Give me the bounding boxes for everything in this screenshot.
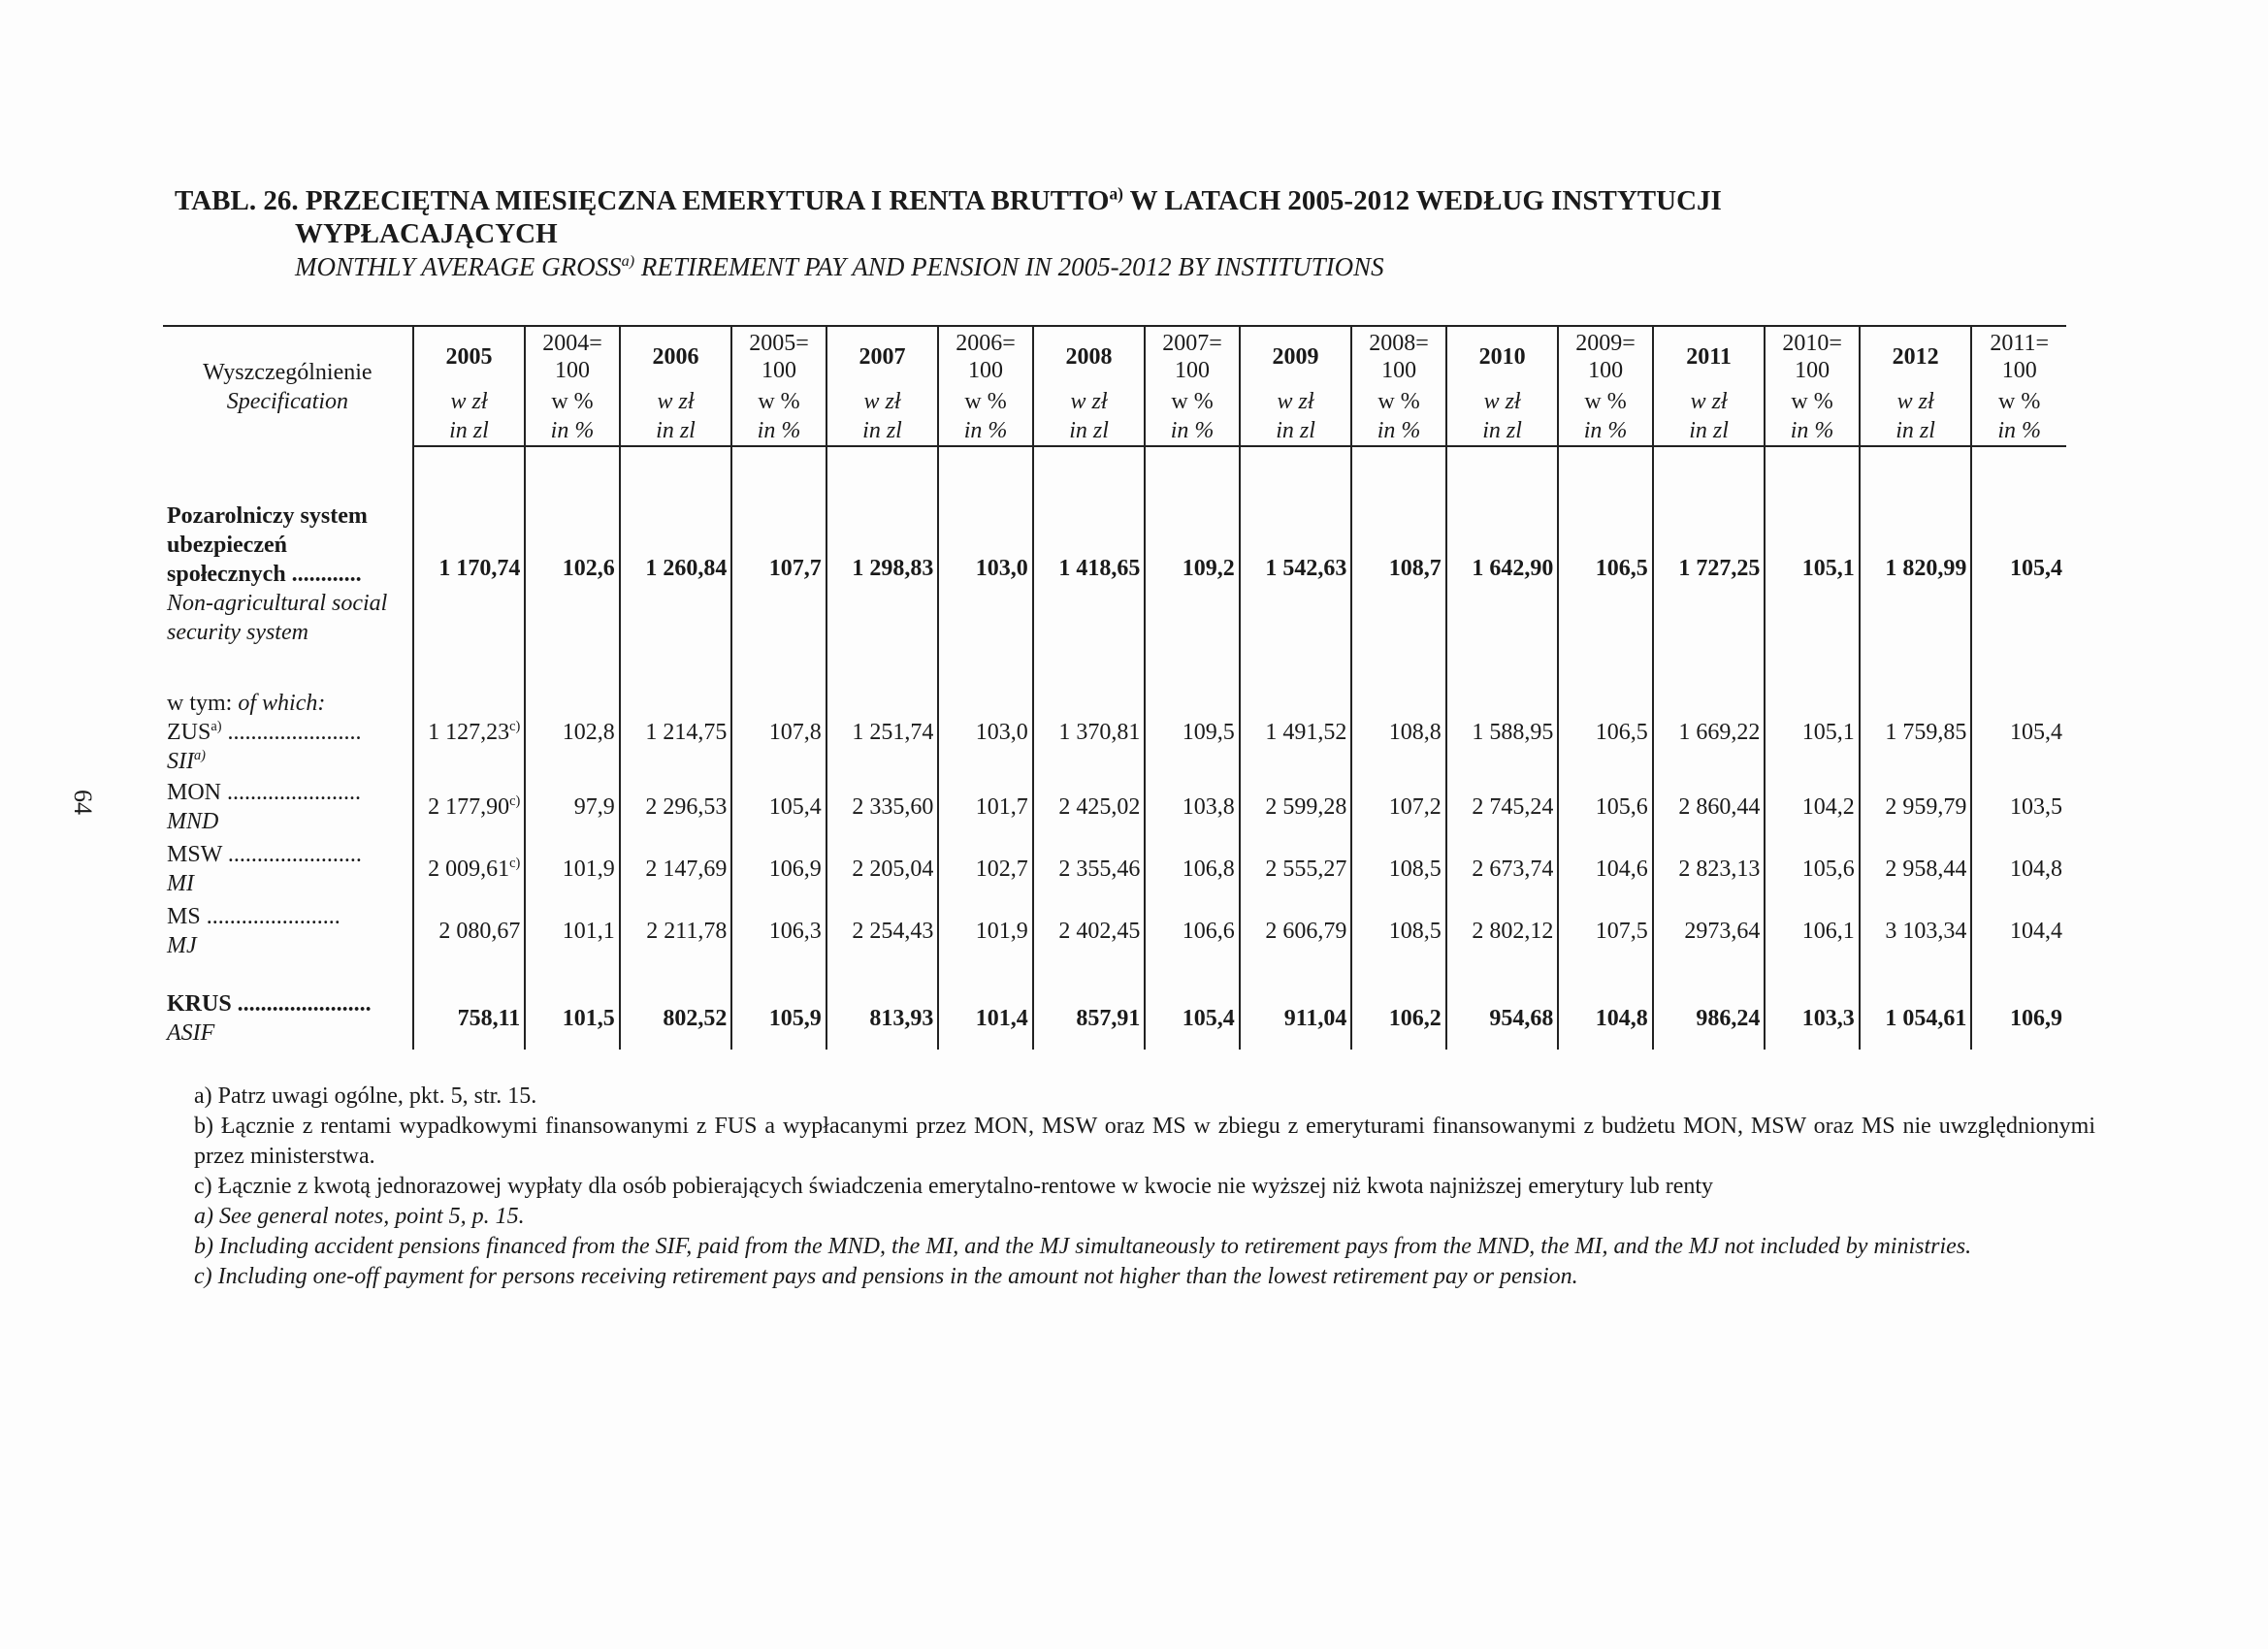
value-zl: 1 260,84 bbox=[620, 446, 732, 689]
year-header: 2008 bbox=[1033, 326, 1146, 386]
table-row bbox=[163, 987, 2066, 1050]
table-row bbox=[163, 838, 2066, 900]
value-zl: 2 355,46 bbox=[1033, 838, 1146, 900]
value-zl: 1 759,85 bbox=[1860, 689, 1972, 776]
row-label-en: ASIF bbox=[167, 1020, 215, 1046]
value-pct: 103,0 bbox=[938, 689, 1032, 776]
value-zl: 1 127,23$^{c)}$ bbox=[413, 689, 526, 776]
value-zl: 857,91 bbox=[1033, 987, 1146, 1050]
value-zl: 1 491,52 bbox=[1240, 689, 1352, 776]
unit-zl-header: w zł in zl bbox=[826, 386, 939, 446]
unit-pct-header: w % in % bbox=[1765, 386, 1859, 446]
value-pct: 106,6 bbox=[1145, 900, 1239, 962]
value-zl: 954,68 bbox=[1446, 987, 1559, 1050]
index-base-header: 2007= 100 bbox=[1145, 326, 1239, 386]
value-pct: 108,5 bbox=[1351, 900, 1445, 962]
value-pct: 107,5 bbox=[1558, 900, 1652, 962]
row-label-code: KRUS ....................... bbox=[167, 991, 372, 1017]
value-zl: 2 296,53 bbox=[620, 776, 732, 838]
spacer-cell bbox=[1860, 962, 1972, 987]
note-b-pl: b) Łącznie z rentami wypadkowymi finansowanymi z FUS a wypłacanymi przez MON, MSW oraz MS w zbiegu z emeryturami finansowanymi z budżetu MON, MSW oraz MS nie uwzględnionymi przez ministerstwa. bbox=[194, 1114, 2095, 1169]
unit-pct-header: w % in % bbox=[1145, 386, 1239, 446]
note-c-en: c) Including one-off payment for persons receiving retirement pays and pensions in the amount not higher than the lowest retirement pay or pension. bbox=[194, 1264, 1578, 1289]
value-pct: 107,8 bbox=[731, 689, 826, 776]
year-header: 2007 bbox=[826, 326, 939, 386]
spacer-cell bbox=[1033, 962, 1146, 987]
year-header: 2012 bbox=[1860, 326, 1972, 386]
unit-pct-header: w % in % bbox=[1971, 386, 2066, 446]
row-label-code: MS ....................... bbox=[167, 904, 340, 929]
unit-pct-header: w % in % bbox=[1558, 386, 1652, 446]
year-header: 2005 bbox=[413, 326, 526, 386]
year-header: 2011 bbox=[1653, 326, 1766, 386]
value-zl: 2 205,04 bbox=[826, 838, 939, 900]
index-base-header: 2010= 100 bbox=[1765, 326, 1859, 386]
value-zl: 2 823,13 bbox=[1653, 838, 1766, 900]
value-zl: 1 820,99 bbox=[1860, 446, 1972, 689]
value-zl: 1 170,74 bbox=[413, 446, 526, 689]
unit-pct-header: w % in % bbox=[525, 386, 619, 446]
value-zl: 813,93 bbox=[826, 987, 939, 1050]
value-pct: 102,6 bbox=[525, 446, 619, 689]
value-pct: 101,5 bbox=[525, 987, 619, 1050]
unit-zl-header: w zł in zl bbox=[1860, 386, 1972, 446]
value-zl: 2 080,67 bbox=[413, 900, 526, 962]
year-header: 2006 bbox=[620, 326, 732, 386]
value-zl: 2 555,27 bbox=[1240, 838, 1352, 900]
unit-zl-header: w zł in zl bbox=[413, 386, 526, 446]
row-label-en: MND bbox=[167, 809, 219, 834]
index-base-header: 2006= 100 bbox=[938, 326, 1032, 386]
note-a-pl: a) Patrz uwagi ogólne, pkt. 5, str. 15. bbox=[194, 1083, 537, 1109]
value-pct: 104,8 bbox=[1558, 987, 1652, 1050]
value-zl: 2 177,90$^{c)}$ bbox=[413, 776, 526, 838]
spacer-cell bbox=[938, 962, 1032, 987]
unit-zl-header: w zł in zl bbox=[1653, 386, 1766, 446]
note-c-pl: c) Łącznie z kwotą jednorazowej wypłaty dla osób pobierających świadczenia emerytalno-rentowe w kwocie nie wyższej niż kwota najniższej emerytury lub renty bbox=[194, 1174, 1714, 1199]
value-pct: 106,5 bbox=[1558, 689, 1652, 776]
value-pct: 106,1 bbox=[1765, 900, 1859, 962]
value-pct: 106,5 bbox=[1558, 446, 1652, 689]
value-zl: 986,24 bbox=[1653, 987, 1766, 1050]
row-label bbox=[163, 776, 413, 838]
spacer-cell bbox=[1558, 962, 1652, 987]
title-english: MONTHLY AVERAGE GROSS$^{a)}$ RETIREMENT PAY AND PENSION IN 2005-2012 BY INSTITUTIONS bbox=[295, 252, 1384, 281]
value-zl: 2 402,45 bbox=[1033, 900, 1146, 962]
value-pct: 105,4 bbox=[1971, 446, 2066, 689]
spacer-cell bbox=[1765, 962, 1859, 987]
value-zl: 1 214,75 bbox=[620, 689, 732, 776]
value-pct: 101,9 bbox=[938, 900, 1032, 962]
value-pct: 105,4 bbox=[1971, 689, 2066, 776]
value-zl: 1 418,65 bbox=[1033, 446, 1146, 689]
row-label bbox=[163, 446, 413, 689]
value-zl: 1 251,74 bbox=[826, 689, 939, 776]
value-zl: 802,52 bbox=[620, 987, 732, 1050]
value-pct: 106,3 bbox=[731, 900, 826, 962]
value-pct: 104,8 bbox=[1971, 838, 2066, 900]
spacer-cell bbox=[1446, 962, 1559, 987]
row-label bbox=[163, 987, 413, 1050]
unit-pct-header: w % in % bbox=[731, 386, 826, 446]
value-pct: 108,8 bbox=[1351, 689, 1445, 776]
page-number: 64 bbox=[69, 790, 97, 815]
table-title-block bbox=[175, 184, 2105, 283]
spacer-cell bbox=[826, 962, 939, 987]
value-pct: 105,6 bbox=[1558, 776, 1652, 838]
unit-zl-header: w zł in zl bbox=[1446, 386, 1559, 446]
value-pct: 105,4 bbox=[1145, 987, 1239, 1050]
value-zl: 2973,64 bbox=[1653, 900, 1766, 962]
spacer-cell bbox=[1971, 962, 2066, 987]
note-a-en: a) See general notes, point 5, p. 15. bbox=[194, 1204, 525, 1229]
value-pct: 106,9 bbox=[731, 838, 826, 900]
index-base-header: 2011= 100 bbox=[1971, 326, 2066, 386]
index-base-header: 2009= 100 bbox=[1558, 326, 1652, 386]
value-pct: 106,8 bbox=[1145, 838, 1239, 900]
value-zl: 2 745,24 bbox=[1446, 776, 1559, 838]
value-zl: 2 958,44 bbox=[1860, 838, 1972, 900]
value-zl: 758,11 bbox=[413, 987, 526, 1050]
value-pct: 108,5 bbox=[1351, 838, 1445, 900]
value-zl: 2 254,43 bbox=[826, 900, 939, 962]
value-pct: 97,9 bbox=[525, 776, 619, 838]
value-pct: 101,9 bbox=[525, 838, 619, 900]
value-pct: 103,3 bbox=[1765, 987, 1859, 1050]
value-pct: 103,8 bbox=[1145, 776, 1239, 838]
footnotes bbox=[194, 1082, 2095, 1292]
spacer-cell bbox=[1240, 962, 1352, 987]
value-zl: 1 642,90 bbox=[1446, 446, 1559, 689]
value-pct: 106,9 bbox=[1971, 987, 2066, 1050]
table-row bbox=[163, 689, 2066, 776]
value-pct: 109,5 bbox=[1145, 689, 1239, 776]
value-pct: 109,2 bbox=[1145, 446, 1239, 689]
unit-zl-header: w zł in zl bbox=[1240, 386, 1352, 446]
row-label-en: MJ bbox=[167, 933, 197, 958]
value-zl: 2 959,79 bbox=[1860, 776, 1972, 838]
value-pct: 104,6 bbox=[1558, 838, 1652, 900]
table-row bbox=[163, 900, 2066, 962]
value-zl: 1 669,22 bbox=[1653, 689, 1766, 776]
unit-pct-header: w % in % bbox=[1351, 386, 1445, 446]
value-pct: 105,1 bbox=[1765, 689, 1859, 776]
spacer-cell bbox=[1351, 962, 1445, 987]
value-pct: 106,2 bbox=[1351, 987, 1445, 1050]
value-pct: 105,4 bbox=[731, 776, 826, 838]
note-b-en: b) Including accident pensions financed from the SIF, paid from the MND, the MI, and the MJ simultaneously to retirement pays from the MND, the MI, and the MJ not included by ministries. bbox=[194, 1234, 1972, 1259]
value-pct: 107,2 bbox=[1351, 776, 1445, 838]
row-label-code: MON ....................... bbox=[167, 780, 362, 805]
value-zl: 1 054,61 bbox=[1860, 987, 1972, 1050]
row-label-en: Non-agricultural social security system bbox=[167, 591, 388, 645]
row-label-code: MSW ....................... bbox=[167, 842, 362, 867]
row-label-en: SII$^{a)}$ bbox=[167, 748, 206, 774]
index-base-header: 2004= 100 bbox=[525, 326, 619, 386]
value-pct: 105,9 bbox=[731, 987, 826, 1050]
spacer-cell bbox=[525, 962, 619, 987]
value-pct: 104,4 bbox=[1971, 900, 2066, 962]
year-header: 2010 bbox=[1446, 326, 1559, 386]
value-pct: 107,7 bbox=[731, 446, 826, 689]
value-zl: 2 147,69 bbox=[620, 838, 732, 900]
index-base-header: 2008= 100 bbox=[1351, 326, 1445, 386]
row-label bbox=[163, 689, 413, 776]
row-label-prefix: w tym: of which: bbox=[167, 691, 326, 716]
value-pct: 101,1 bbox=[525, 900, 619, 962]
value-zl: 2 425,02 bbox=[1033, 776, 1146, 838]
spacer-row bbox=[163, 962, 2066, 987]
value-zl: 1 370,81 bbox=[1033, 689, 1146, 776]
row-label-pl: Pozarolniczy system ubezpieczeń społecznych ............ bbox=[167, 503, 368, 587]
specification-header: Wyszczególnienie Specification bbox=[163, 326, 413, 446]
value-pct: 103,0 bbox=[938, 446, 1032, 689]
value-pct: 102,8 bbox=[525, 689, 619, 776]
unit-zl-header: w zł in zl bbox=[620, 386, 732, 446]
index-base-header: 2005= 100 bbox=[731, 326, 826, 386]
spacer-cell bbox=[1653, 962, 1766, 987]
table-row bbox=[163, 446, 2066, 689]
value-pct: 108,7 bbox=[1351, 446, 1445, 689]
spacer-cell bbox=[620, 962, 732, 987]
spacer-cell bbox=[413, 962, 526, 987]
spacer-cell bbox=[163, 962, 413, 987]
value-zl: 1 542,63 bbox=[1240, 446, 1352, 689]
value-zl: 1 298,83 bbox=[826, 446, 939, 689]
value-pct: 103,5 bbox=[1971, 776, 2066, 838]
value-zl: 2 606,79 bbox=[1240, 900, 1352, 962]
value-zl: 2 335,60 bbox=[826, 776, 939, 838]
row-label-code: ZUS$^{a)}$ ....................... bbox=[167, 719, 362, 745]
value-pct: 102,7 bbox=[938, 838, 1032, 900]
row-label bbox=[163, 900, 413, 962]
table-row bbox=[163, 776, 2066, 838]
value-zl: 2 860,44 bbox=[1653, 776, 1766, 838]
value-zl: 2 802,12 bbox=[1446, 900, 1559, 962]
unit-zl-header: w zł in zl bbox=[1033, 386, 1146, 446]
spacer-cell bbox=[1145, 962, 1239, 987]
value-zl: 2 009,61$^{c)}$ bbox=[413, 838, 526, 900]
spacer-cell bbox=[731, 962, 826, 987]
unit-pct-header: w % in % bbox=[938, 386, 1032, 446]
data-table bbox=[163, 325, 2066, 1050]
value-zl: 3 103,34 bbox=[1860, 900, 1972, 962]
value-zl: 1 588,95 bbox=[1446, 689, 1559, 776]
value-zl: 911,04 bbox=[1240, 987, 1352, 1050]
row-label-en: MI bbox=[167, 871, 194, 896]
value-pct: 105,1 bbox=[1765, 446, 1859, 689]
value-pct: 101,7 bbox=[938, 776, 1032, 838]
value-pct: 104,2 bbox=[1765, 776, 1859, 838]
value-zl: 2 673,74 bbox=[1446, 838, 1559, 900]
year-header: 2009 bbox=[1240, 326, 1352, 386]
value-pct: 105,6 bbox=[1765, 838, 1859, 900]
value-zl: 2 211,78 bbox=[620, 900, 732, 962]
row-label bbox=[163, 838, 413, 900]
value-zl: 2 599,28 bbox=[1240, 776, 1352, 838]
value-zl: 1 727,25 bbox=[1653, 446, 1766, 689]
value-pct: 101,4 bbox=[938, 987, 1032, 1050]
title-polish: TABL. 26. PRZECIĘTNA MIESIĘCZNA EMERYTURA I RENTA BRUTTO$^{a)}$ W LATACH 2005-2012 WEDŁUG INSTYTUCJI WYPŁACAJĄCYCH bbox=[175, 183, 1722, 249]
